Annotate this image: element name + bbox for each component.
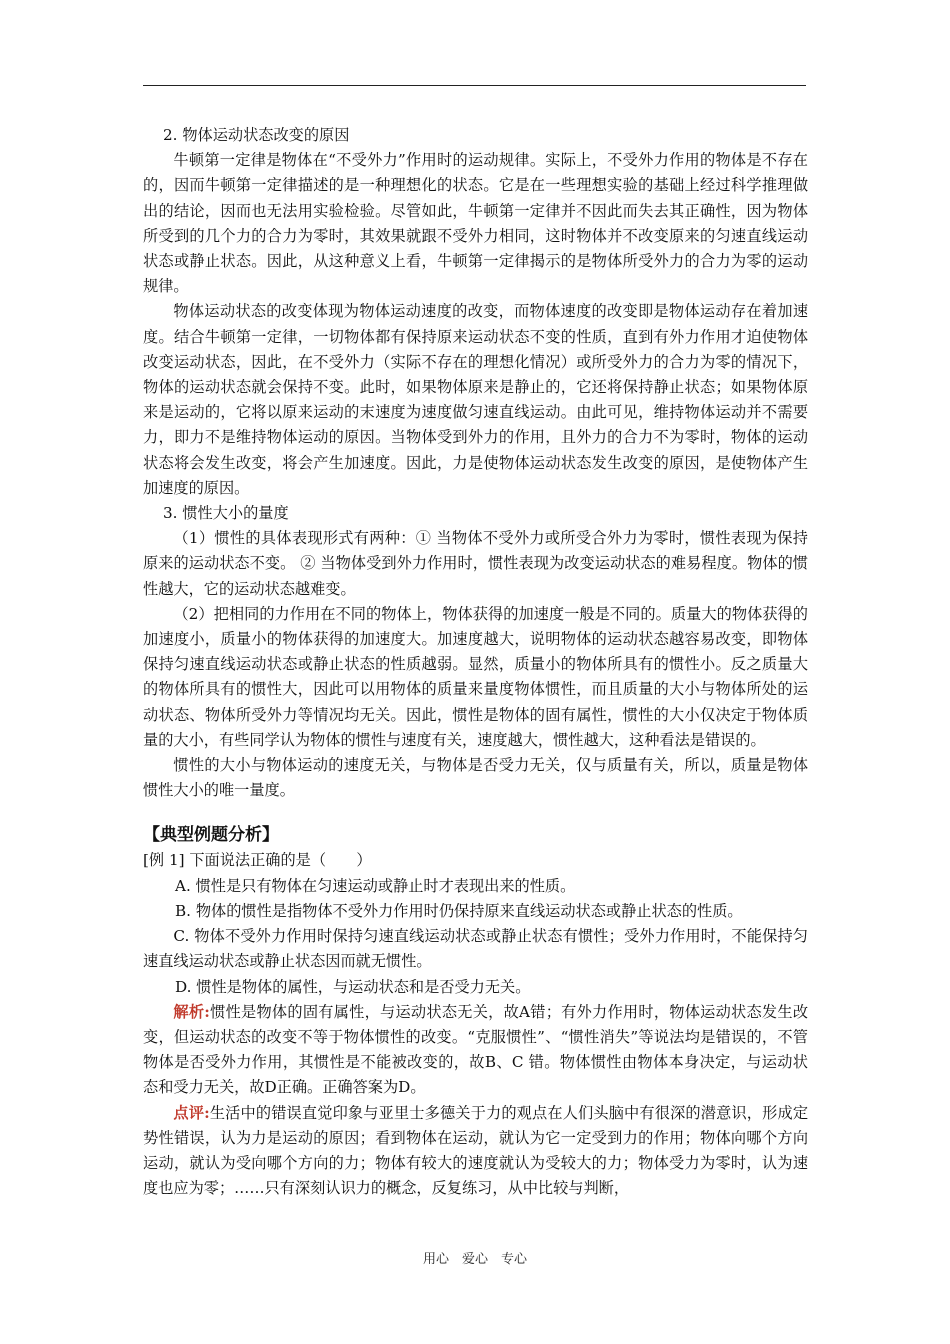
comment-text: 生活中的错误直觉印象与亚里士多德关于力的观点在人们头脑中有很深的潜意识，形成定势性错误，认为力是运动的原因；看到物体在运动，就认为它一定受到力的作用；物体向哪个方向运动，就认为受向哪个方向的力；物体有较大的速度就认为受较大的力；物体受力为零时，认为速度也应为零；……只有深刻认识力的概念，反复练习，从中比较与判断， [143,1103,809,1198]
example-1-option-c: C. 物体不受外力作用时保持匀速直线运动状态或静止状态有惯性；受外力作用时，不能保持匀速直线运动状态或静止状态因而就无惯性。 [143,927,808,971]
example-1-option-a: A. 惯性是只有物体在匀速运动或静止时才表现出来的性质。 [175,876,576,895]
comment-label: 点评: [173,1103,210,1122]
analysis-label: 解析: [173,1002,210,1021]
section-3-paragraph-2: （2）把相同的力作用在不同的物体上，物体获得的加速度一般是不同的。质量大的物体获得的加速度小，质量小的物体获得的加速度大。加速度越大，说明物体的运动状态越容易改变，即物体保持匀速直线运动状态或静止状态的性质越弱。显然，质量小的物体所具有的惯性小。反之质量大的物体所具有的惯性大，因此可以用物体的质量来量度物体惯性，而且质量的大小与物体所处的运动状态、物体所受外力等情况均无关。因此，惯性是物体的固有属性，惯性的大小仅决定于物体质量的大小，有些同学认为物体的惯性与速度有关，速度越大，惯性越大，这种看法是错误的。 [143,604,808,749]
page-footer: 用心 爱心 专心 [422,1252,527,1267]
examples-title: 【典型例题分析】 [143,825,279,846]
example-1-question: [例 1] 下面说法正确的是（ ） [143,851,372,870]
section-3-heading: 3. 惯性大小的量度 [163,504,289,523]
example-1-option-b: B. 物体的惯性是指物体不受外力作用时仍保持原来直线运动状态或静止状态的性质。 [175,901,743,920]
section-3-paragraph-1: （1）惯性的具体表现形式有两种：① 当物体不受外力或所受合外力为零时，惯性表现为保持原来的运动状态不变。 ② 当物体受到外力作用时，惯性表现为改变运动状态的难易程度。物体的惯性越大，它的运动状态越难变。 [143,529,808,598]
section-2-paragraph-2: 物体运动状态的改变体现为物体运动速度的改变，而物体速度的改变即是物体运动存在着加速度。结合牛顿第一定律，一切物体都有保持原来运动状态不变的性质，直到有外力作用才迫使物体改变运动状态，因此，在不受外力（实际不存在的理想化情况）或所受外力的合力为零的情况下，物体的运动状态就会保持不变。此时，如果物体原来是静止的，它还将保持静止状态；如果物体原来是运动的，它将以原来运动的末速度为速度做匀速直线运动。由此可见，维持物体运动并不需要力，即力不是维持物体运动的原因。当物体受到外力的作用，且外力的合力不为零时，物体的运动状态将会发生改变，将会产生加速度。因此，力是使物体运动状态发生改变的原因，是使物体产生加速度的原因。 [143,302,808,497]
header-rule [143,85,806,86]
example-1-option-d: D. 惯性是物体的属性，与运动状态和是否受力无关。 [175,977,531,996]
section-2-paragraph-1: 牛顿第一定律是物体在“不受外力”作用时的运动规律。实际上，不受外力作用的物体是不存在的，因而牛顿第一定律描述的是一种理想化的状态。它是在一些理想实验的基础上经过科学推理做出的结论，因而也无法用实验检验。尽管如此，牛顿第一定律并不因此而失去其正确性，因为物体所受到的几个力的合力为零时，其效果就跟不受外力相同，这时物体并不改变原来的匀速直线运动状态或静止状态。因此，从这种意义上看，牛顿第一定律揭示的是物体所受外力的合力为零的运动规律。 [143,151,808,296]
document-body [143,123,808,1201]
section-3-paragraph-3: 惯性的大小与物体运动的速度无关，与物体是否受力无关，仅与质量有关，所以，质量是物体惯性大小的唯一量度。 [143,756,808,800]
analysis-text: 惯性是物体的固有属性，与运动状态无关，故A错；有外力作用时，物体运动状态发生改变，但运动状态的改变不等于物体惯性的改变。“克服惯性”、“惯性消失”等说法均是错误的，不管物体是否受外力作用，其惯性是不能被改变的，故B、C 错。物体惯性由物体本身决定，与运动状态和受力无关，故D正确。正确答案为D。 [143,1002,809,1097]
example-1-analysis [143,1000,808,1101]
example-1-comment [143,1101,808,1202]
section-2-heading: 2. 物体运动状态改变的原因 [163,126,350,144]
